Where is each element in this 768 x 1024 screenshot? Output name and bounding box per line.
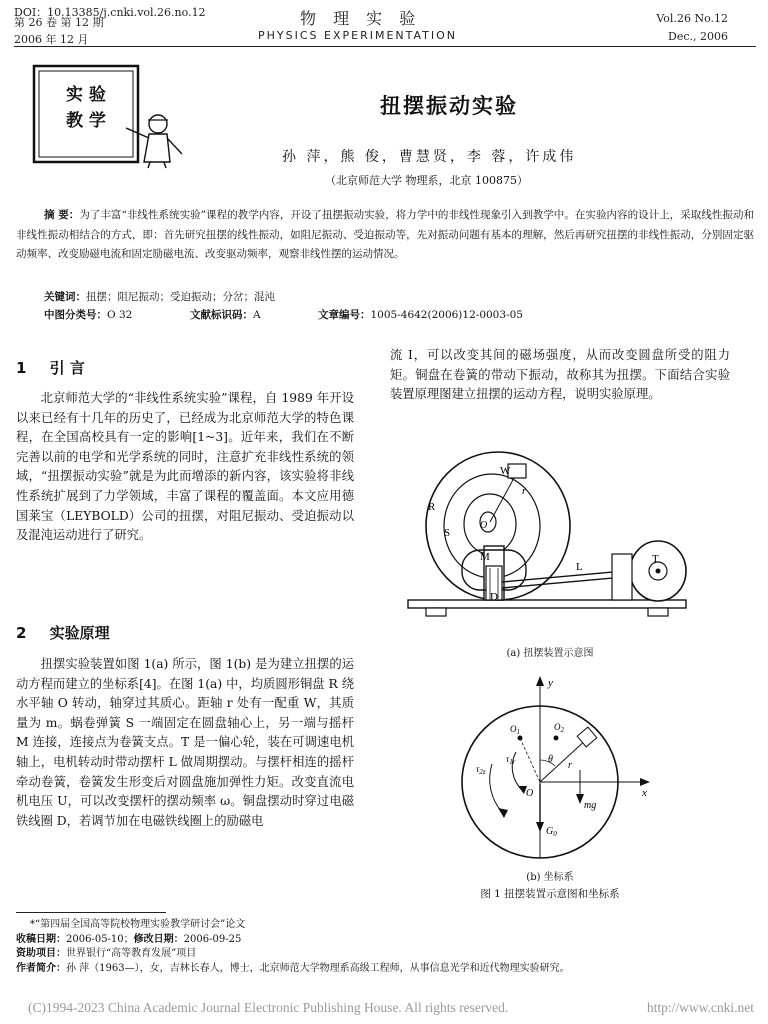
footnotes — [16, 918, 754, 976]
received-date: 2006-05-10 — [66, 933, 124, 945]
footnote-rule — [16, 912, 166, 913]
label-O1: $O_1$ — [510, 724, 520, 736]
article-authors: 孙 萍，熊 俊，曹慧贤，李 蓉，许成伟 — [282, 149, 577, 165]
section2-body — [16, 655, 354, 831]
keywords-label: 关键词： — [44, 291, 86, 303]
header-doi: DOI：10.13385/j.cnki.vol.26.no.12 — [14, 6, 206, 19]
copyright-notice: (C)1994-2023 China Academic Journal Electronic Publishing House. All rights reserved. — [28, 1000, 509, 1015]
section1-num: 1 — [16, 359, 27, 377]
copyright-url: http://www.cnki.net — [646, 1000, 754, 1015]
figure-1a-caption: (a) 扭摆装置示意图 — [506, 648, 594, 659]
figure-1b — [440, 672, 660, 862]
label-tau1r: $\tau_{1r}$ — [506, 754, 516, 766]
label-O: O — [480, 520, 488, 531]
clc-label: 中图分类号： — [44, 309, 107, 321]
label-y: y — [548, 677, 553, 689]
section1-body — [16, 389, 354, 546]
article-no-line — [318, 307, 523, 322]
keywords: 扭摆；阻尼振动；受迫振动；分岔；混沌 — [86, 291, 275, 303]
figure-1-caption: 图 1 扭摆装置示意图和坐标系 — [480, 888, 620, 900]
header-volume-en: Vol.26 No.12 — [656, 12, 728, 25]
footnote-conference: *“第四届全国高等院校物理实验教学研讨会”论文 — [30, 919, 246, 930]
label-T: T — [652, 553, 659, 565]
label-W: W — [500, 465, 511, 477]
figure-1b-caption: (b) 坐标系 — [526, 872, 574, 883]
header-journal-en: PHYSICS EXPERIMENTATION — [258, 29, 458, 42]
fund-value: 世界银行“高等教育发展”项目 — [66, 948, 197, 959]
author-bio: 孙 萍（1963—），女，吉林长春人，博士，北京师范大学物理系高级工程师，从事信息光学和近代物理实验研究。 — [66, 962, 570, 974]
article-no-value: 1005-4642(2006)12-0003-05 — [370, 309, 523, 321]
right-column-body — [390, 346, 730, 405]
figure-1a — [400, 450, 700, 630]
fund-label: 资助项目： — [16, 948, 66, 959]
logo-line2: 教 学 — [66, 111, 106, 131]
abstract-label: 摘 要： — [44, 209, 80, 221]
label-M: M — [480, 551, 490, 563]
author-label: 作者简介： — [16, 962, 66, 974]
section2-paragraph: 扭摆实验装置如图 1(a) 所示，图 1(b) 是为建立扭摆的运动方程而建立的坐标系[4]。在图 1(a) 中，均质圆形铜盘 R 绕水平轴 O 转动，轴穿过其质心。距轴 r 处有一配重 W，其质量为 m。蜗卷弹簧 S 一端固定在圆盘轴心上，另一端与摇杆 M 连接，连接点为卷簧支点。T 是一偏心轮，装在可调速电机轴上，电机转动时带动摆杆 L 做周期摆动。与摆杆相连的摇杆牵动卷簧，卷簧发生形变后对圆盘施加弹性力矩。改变直流电机电压 U，可以改变摆杆的摆动频率 ω。铜盘摆动时穿过电磁铁线圈 D，若调节加在电磁铁线圈上的励磁电 — [16, 657, 354, 828]
header-date-en: Dec., 2006 — [668, 30, 728, 43]
header-rule — [14, 46, 756, 47]
label-O2: $O_2$ — [554, 722, 564, 734]
label-x: x — [642, 787, 647, 799]
label-D: D — [490, 591, 498, 603]
section1-title: 引 言 — [49, 359, 85, 377]
label-r: r — [522, 485, 527, 497]
header-journal-cn: 物 理 实 验 — [300, 9, 422, 28]
section1-heading — [16, 357, 85, 378]
header-volume-cn: 第 26 卷 第 12 期 — [14, 16, 104, 29]
doc-code-value: A — [253, 309, 261, 321]
revised-label: 修改日期： — [133, 933, 184, 945]
label-S: S — [444, 527, 451, 539]
coordinate-diagram — [440, 672, 660, 862]
section1-paragraph: 北京师范大学的“非线性系统实验”课程，自 1989 年开设以来已经有十几年的历史了，已经成为北京师范大学的特色课程，在全国高校具有一定的影响[1~3]。近年来，我们在不断完善以前的电学和光学系统的同时，注意扩充非线性系统的领域，“扭摆振动实验”就是为此而增添的新内容，该实验将非线性系统扩展到了力学领域，丰富了课程的覆盖面。本文应用德国莱宝（LEYBOLD）公司的扭摆，对阻尼振动、受迫振动以及混沌运动进行了研究。 — [16, 391, 354, 543]
article-no-label: 文章编号： — [318, 309, 371, 321]
article-title: 扭摆振动实验 — [380, 94, 518, 118]
label-L: L — [576, 561, 583, 573]
footnote-dates: 收稿日期：2006-05-10；修改日期：2006-09-25 — [16, 933, 242, 945]
clc-value: O 32 — [107, 309, 133, 321]
apparatus-diagram — [400, 450, 700, 630]
section2-num: 2 — [16, 624, 27, 642]
label-theta: θ — [548, 754, 553, 765]
doc-code-line — [190, 307, 261, 322]
section2-heading — [16, 622, 110, 643]
section2-title: 实验原理 — [49, 624, 110, 642]
revised-date: 2006-09-25 — [183, 933, 242, 945]
label-R: R — [428, 501, 436, 513]
keywords-line — [44, 289, 275, 304]
abstract — [16, 206, 754, 265]
doc-code-label: 文献标识码： — [190, 309, 253, 321]
label-G0: $G_0$ — [546, 826, 557, 838]
label-r-b: r — [568, 760, 572, 771]
label-mg: mg — [584, 800, 597, 811]
label-tau2z: $\tau_{2z}$ — [476, 764, 486, 776]
logo-line1: 实 验 — [66, 85, 106, 105]
footnote-fund — [16, 947, 754, 962]
article-affiliation: （北京师范大学 物理系，北京 100875） — [325, 174, 528, 187]
received-label: 收稿日期： — [16, 933, 66, 945]
teaching-logo — [30, 62, 190, 170]
footnote-author — [16, 962, 754, 977]
right-column-paragraph: 流 I，可以改变其间的磁场强度，从而改变圆盘所受的阻力矩。铜盘在卷簧的带动下振动，故称其为扭摆。下面结合实验装置原理图建立扭摆的运动方程，说明实验原理。 — [390, 348, 730, 402]
header-date-cn: 2006 年 12 月 — [14, 33, 89, 46]
clc-line — [44, 307, 132, 322]
label-origin: O — [526, 788, 534, 799]
blackboard-teacher-icon — [30, 62, 190, 170]
abstract-text: 为了丰富“非线性系统实验”课程的教学内容，开设了扭摆振动实验，将力学中的非线性现象引入到教学中。在实验内容的设计上，采取线性振动和非线性振动相结合的方式，即：首先研究扭摆的线性振动，如阻尼振动、受迫振动等，先对振动问题有基本的理解，然后再研究扭摆的非线性振动，分别固定驱动频率、改变励磁电流和固定励磁电流、改变驱动频率，观察非线性摆的运动情况。 — [16, 209, 755, 260]
